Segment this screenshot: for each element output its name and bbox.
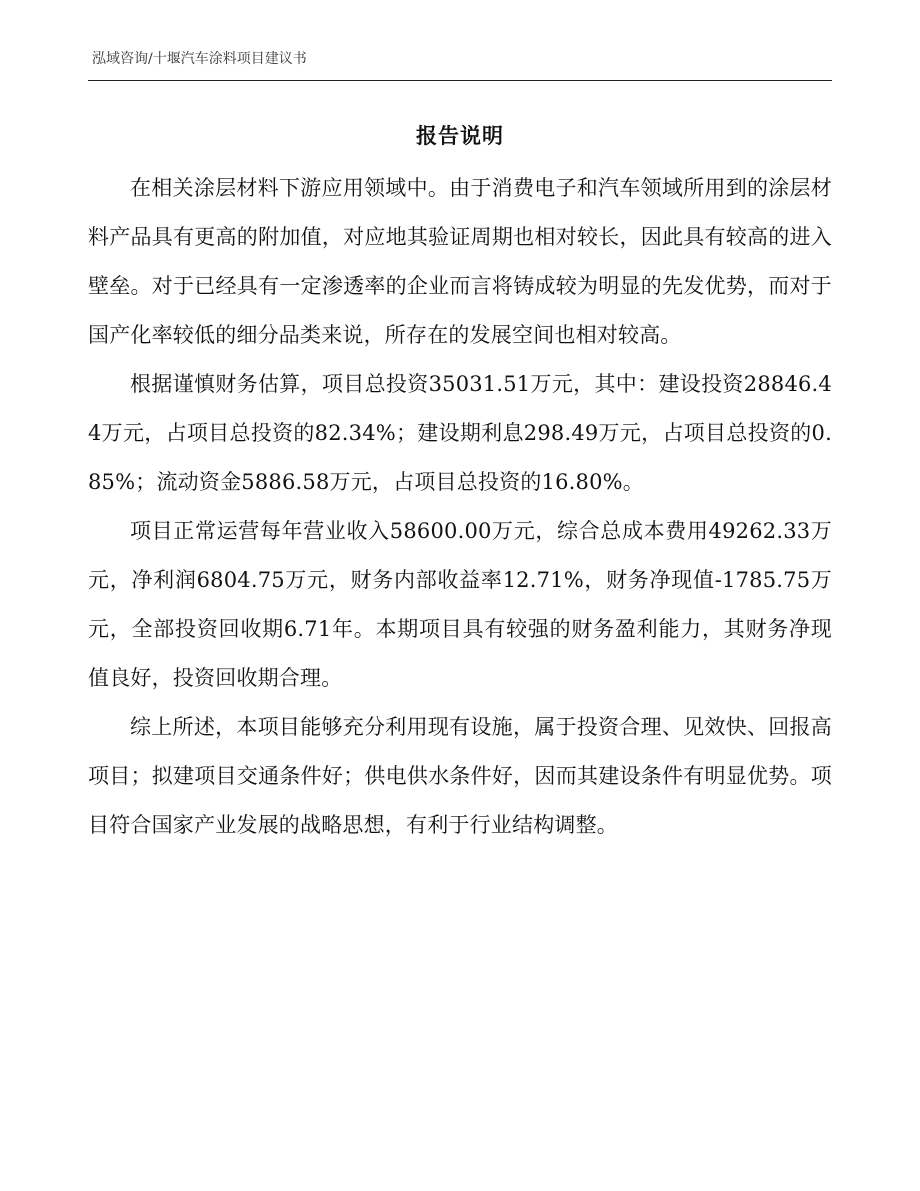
running-header: 泓域咨询/十堰汽车涂料项目建议书: [92, 51, 307, 67]
page-title: 报告说明: [416, 123, 504, 148]
paragraph-financial-performance: 项目正常运营每年营业收入58600.00万元，综合总成本费用49262.33万元，净利润6804.75万元，财务内部收益率12.71%，财务净现值-1785.75万元，全部投资回收期6.71年。本期项目具有较强的财务盈利能力，其财务净现值良好，投资回收期合理。: [88, 519, 832, 690]
report-body: [88, 164, 832, 850]
paragraph-investment-estimate: 根据谨慎财务估算，项目总投资35031.51万元，其中：建设投资28846.44万元，占项目总投资的82.34%；建设期利息298.49万元，占项目总投资的0.85%；流动资金5886.58万元，占项目总投资的16.80%。: [88, 372, 832, 494]
paragraph-industry-context: 在相关涂层材料下游应用领域中。由于消费电子和汽车领域所用到的涂层材料产品具有更高的附加值，对应地其验证周期也相对较长，因此具有较高的进入壁垒。对于已经具有一定渗透率的企业而言将铸成较为明显的先发优势，而对于国产化率较低的细分品类来说，所存在的发展空间也相对较高。: [88, 176, 832, 347]
paragraph-conclusion: 综上所述，本项目能够充分利用现有设施，属于投资合理、见效快、回报高项目；拟建项目交通条件好；供电供水条件好，因而其建设条件有明显优势。项目符合国家产业发展的战略思想，有利于行业结构调整。: [88, 715, 832, 837]
header-divider: [88, 80, 832, 81]
